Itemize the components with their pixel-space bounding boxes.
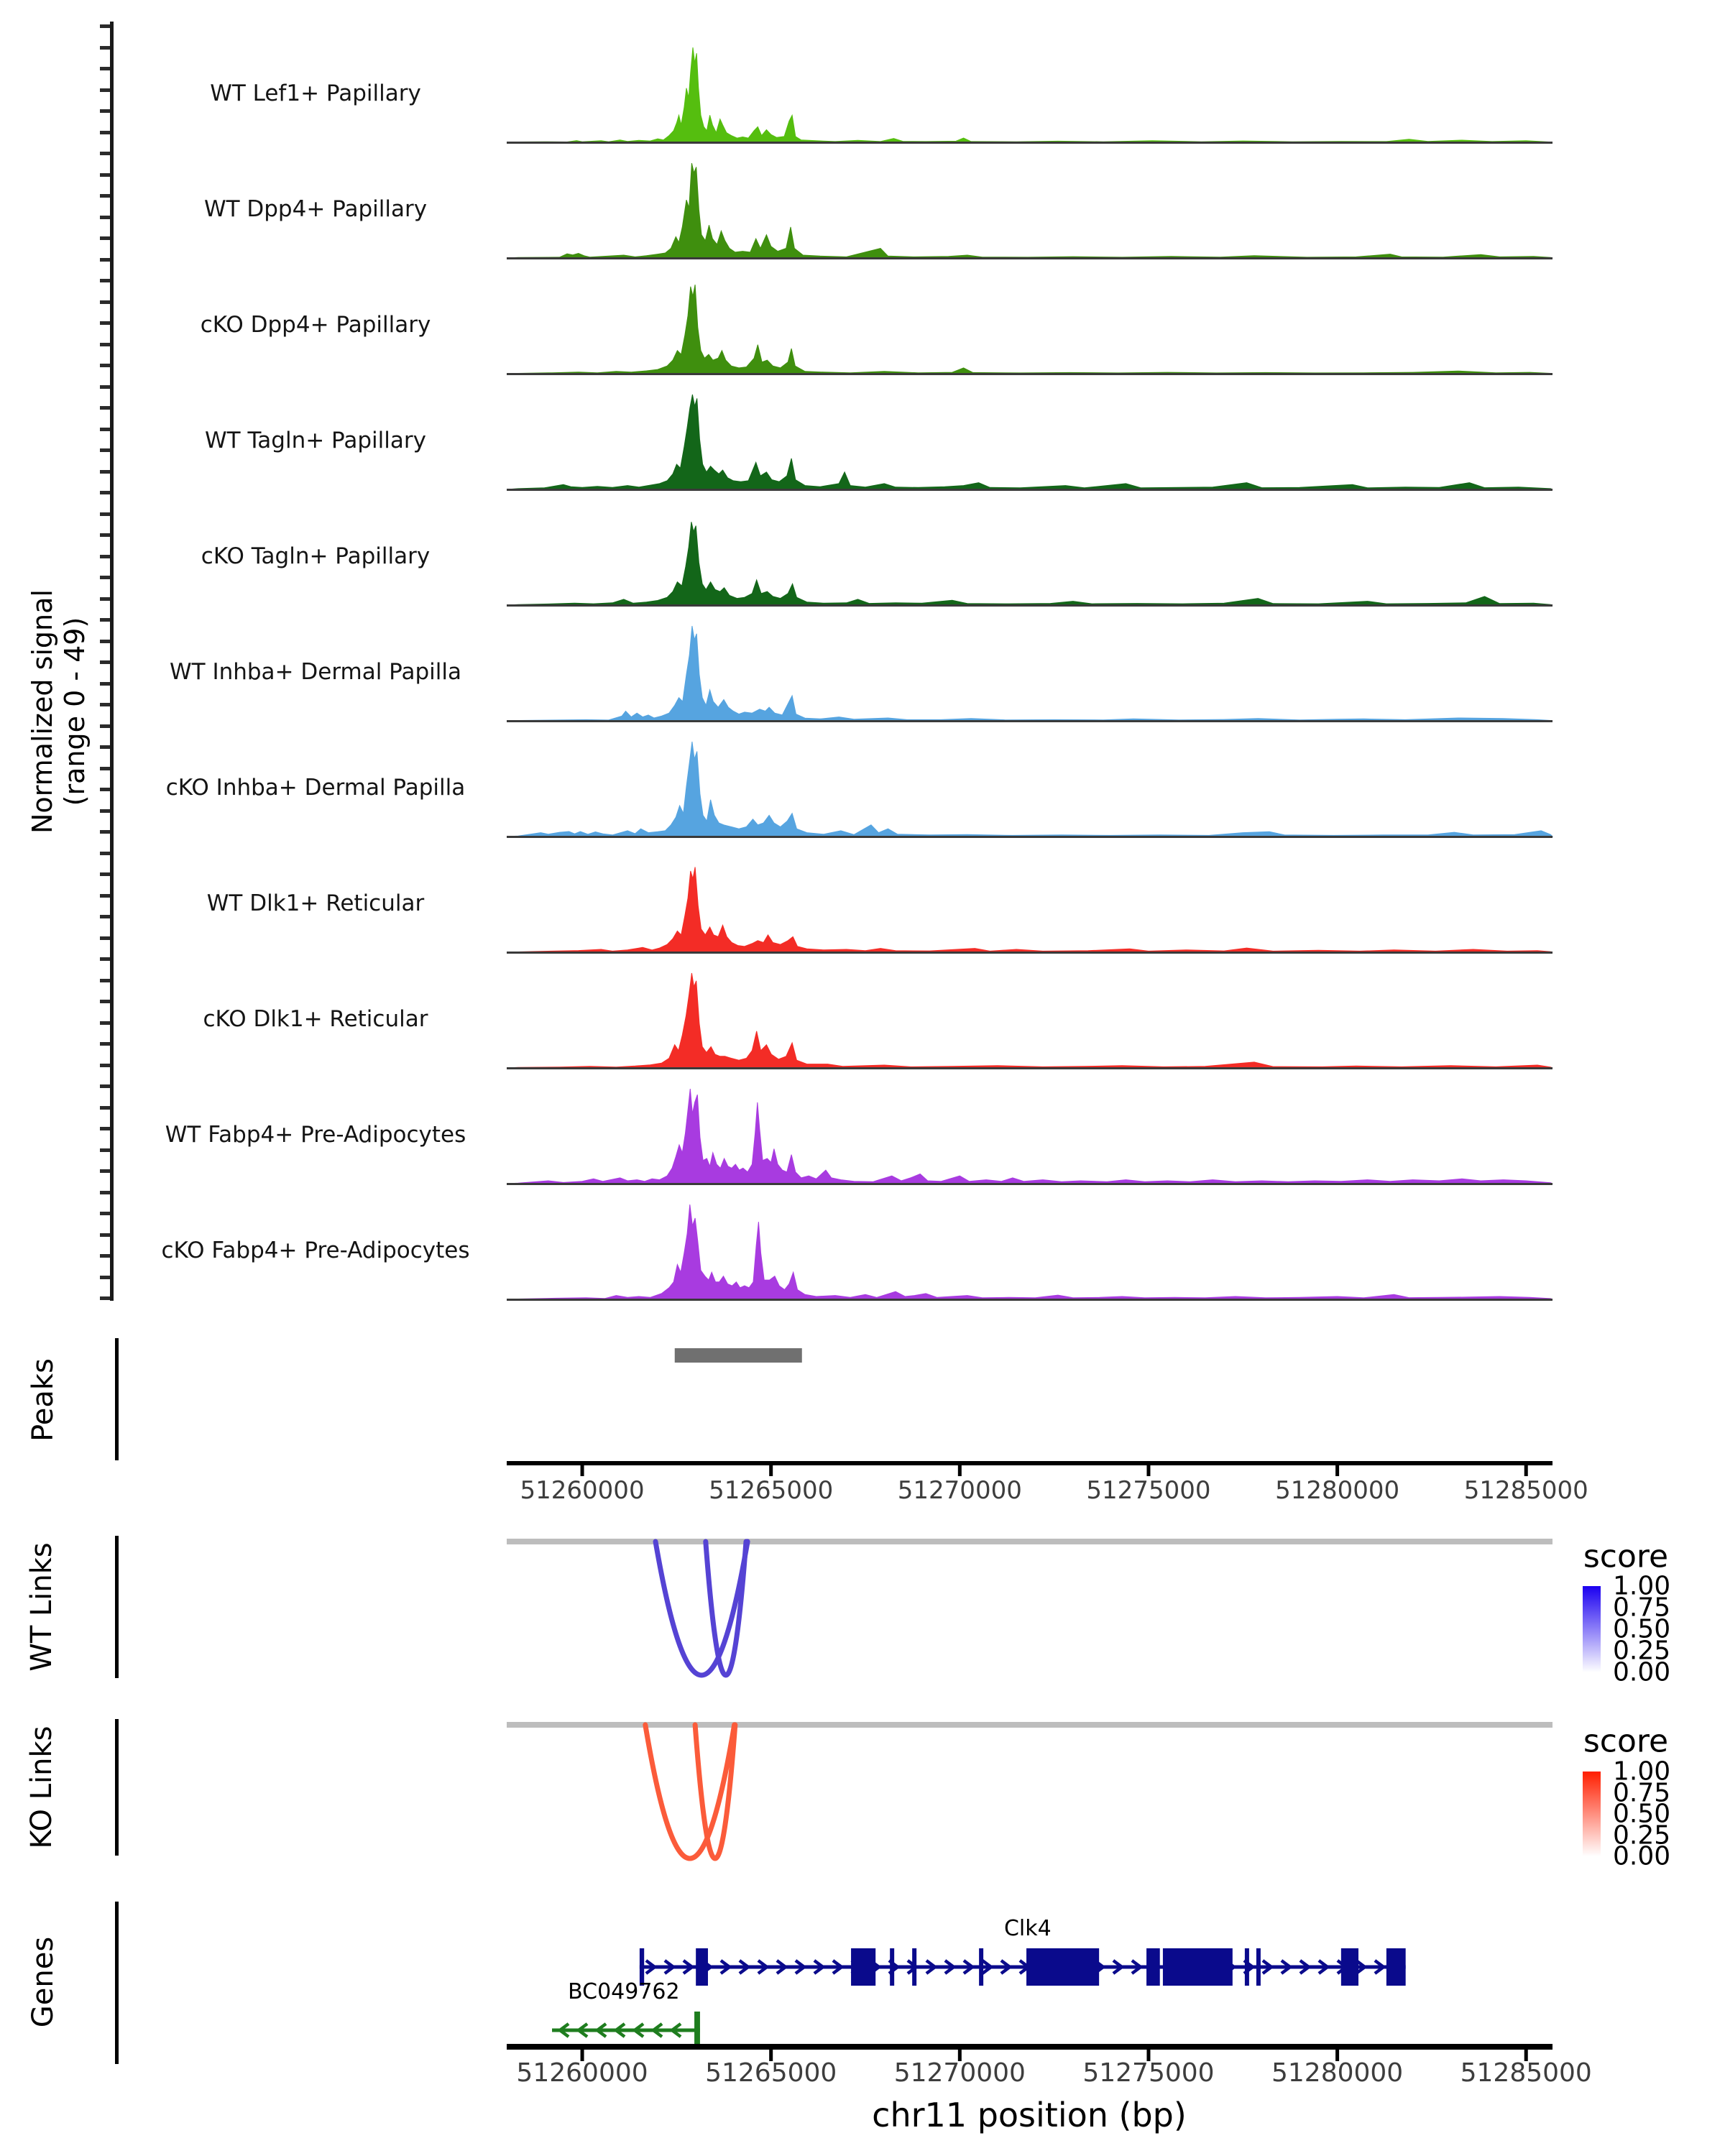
signal-y-axis-tick: [100, 1296, 110, 1300]
signal-y-axis-tick: [100, 576, 110, 579]
genomic-axis-tick-label: 51280000: [1275, 1476, 1400, 1505]
signal-area: [507, 742, 1552, 837]
genomic-axis-tick-label: 51285000: [1463, 1476, 1588, 1505]
genomic-axis-tick: [1335, 1465, 1339, 1476]
signal-y-axis-tick: [100, 640, 110, 643]
track-label: WT Fabp4+ Pre-Adipocytes: [165, 1122, 466, 1148]
track-baseline: [507, 1183, 1552, 1185]
gene-exon: [1341, 1948, 1358, 1986]
signal-y-axis-tick: [100, 1233, 110, 1237]
y-axis-label-line2: (range 0 - 49): [59, 617, 91, 806]
signal-y-axis-line: [110, 22, 114, 1301]
gene-exon: [696, 1948, 708, 1986]
track-label: cKO Dpp4+ Papillary: [200, 312, 431, 338]
genomic-axis-tick: [958, 1465, 962, 1476]
signal-y-axis-tick: [100, 1191, 110, 1194]
signal-area: [507, 1204, 1552, 1299]
signal-y-axis-tick: [100, 1042, 110, 1046]
ko-links-bracket: [115, 1719, 119, 1856]
wt-score-tick-label: 0.00: [1613, 1657, 1671, 1687]
signal-y-axis-tick: [100, 216, 110, 219]
wt-score-tick-label: 0.50: [1613, 1614, 1671, 1644]
genomic-axis-tick: [1146, 1465, 1150, 1476]
signal-area: [507, 626, 1552, 721]
gene-exon: [851, 1948, 875, 1986]
signal-y-axis-tick: [100, 957, 110, 961]
genomic-axis-tick-label: 51265000: [709, 1476, 834, 1505]
signal-y-axis-tick: [100, 979, 110, 982]
signal-area: [507, 1089, 1552, 1184]
track-baseline: [507, 1067, 1552, 1069]
signal-y-axis-tick: [100, 1021, 110, 1025]
track-label: WT Inhba+ Dermal Papilla: [170, 659, 461, 685]
track-label: cKO Inhba+ Dermal Papilla: [165, 775, 466, 801]
bottom-axis-tick-label: 51270000: [893, 2058, 1026, 2088]
signal-y-axis-tick: [100, 109, 110, 113]
bottom-axis-tick-label: 51275000: [1082, 2058, 1215, 2088]
bottom-axis-tick-label: 51265000: [705, 2058, 837, 2088]
track-baseline: [507, 142, 1552, 144]
signal-y-axis-tick: [100, 1254, 110, 1258]
track-label: WT Dlk1+ Reticular: [206, 890, 425, 916]
bottom-axis-line: [507, 2044, 1552, 2050]
signal-y-axis-tick: [100, 470, 110, 474]
ko-score-tick-label: 0.00: [1613, 1841, 1671, 1871]
signal-y-axis-tick: [100, 1148, 110, 1152]
gene-exon: [1245, 1948, 1249, 1986]
signal-y-axis-tick: [100, 406, 110, 410]
signal-y-axis-tick: [100, 343, 110, 346]
signal-y-axis-tick: [100, 618, 110, 622]
genomic-axis-tick: [1524, 1465, 1528, 1476]
signal-area: [507, 395, 1552, 489]
signal-y-axis-tick: [100, 788, 110, 791]
genomic-axis-tick-label: 51260000: [520, 1476, 645, 1505]
bottom-axis-tick-label: 51260000: [516, 2058, 648, 2088]
signal-y-axis-tick: [100, 1127, 110, 1130]
genomic-axis-tick: [769, 1465, 773, 1476]
signal-area: [507, 163, 1552, 258]
signal-y-axis-tick: [100, 131, 110, 134]
track-label: WT Lef1+ Papillary: [210, 80, 421, 106]
gene-exon: [1386, 1948, 1406, 1986]
peaks-section-label: Peaks: [27, 1358, 60, 1442]
track-baseline: [507, 720, 1552, 722]
signal-area: [507, 47, 1552, 142]
gene-exon: [1256, 1948, 1261, 1986]
y-axis-label-line1: Normalized signal: [27, 589, 59, 834]
gene-exon: [912, 1948, 916, 1986]
wt-links-bracket: [115, 1536, 119, 1678]
signal-y-axis-tick: [100, 1169, 110, 1173]
genomic-axis-tick-label: 51275000: [1086, 1476, 1211, 1505]
signal-y-axis-tick: [100, 46, 110, 50]
signal-y-axis-tick: [100, 555, 110, 558]
track-baseline: [507, 257, 1552, 259]
ko-links-baseline: [507, 1722, 1552, 1728]
bottom-axis-tick-label: 51280000: [1271, 2058, 1404, 2088]
ko-score-tick-label: 0.75: [1613, 1778, 1671, 1807]
wt-score-tick-label: 0.75: [1613, 1593, 1671, 1623]
signal-y-axis-tick: [100, 936, 110, 940]
bottom-axis-tick-label: 51285000: [1460, 2058, 1592, 2088]
genes-section-label: Genes: [27, 1936, 60, 2028]
signal-y-axis-tick: [100, 533, 110, 537]
wt-score-legend-title: score: [1583, 1538, 1669, 1575]
ko-score-legend-title: score: [1583, 1723, 1669, 1760]
signal-y-axis-tick: [100, 660, 110, 664]
signal-y-axis-tick: [100, 385, 110, 389]
signal-y-axis-tick: [100, 1000, 110, 1003]
ko-links-section-label: KO Links: [25, 1726, 58, 1849]
signal-y-axis-tick: [100, 152, 110, 155]
signal-y-axis-tick: [100, 1276, 110, 1279]
gene-name-label: Clk4: [1003, 1916, 1052, 1941]
gene-exon: [979, 1948, 983, 1986]
signal-area: [507, 867, 1552, 953]
wt-score-tick-label: 1.00: [1613, 1571, 1671, 1601]
ko-score-tick-label: 1.00: [1613, 1756, 1671, 1787]
track-label: cKO Fabp4+ Pre-Adipocytes: [161, 1238, 470, 1263]
track-baseline: [507, 1299, 1552, 1301]
track-baseline: [507, 373, 1552, 375]
signal-y-axis-tick: [100, 1084, 110, 1088]
gene-name-label: BC049762: [568, 1979, 680, 2004]
signal-y-axis-tick: [100, 428, 110, 431]
peaks-bracket: [115, 1338, 119, 1460]
signal-y-axis-tick: [100, 491, 110, 494]
wt-link-arc: [706, 1542, 746, 1675]
signal-y-axis-tick: [100, 745, 110, 749]
signal-y-axis-tick: [100, 682, 110, 686]
signal-y-axis-tick: [100, 512, 110, 516]
gene-exon: [1026, 1948, 1099, 1986]
signal-y-axis-tick: [100, 597, 110, 601]
gene-exon: [890, 1948, 894, 1986]
genomic-axis-tick: [581, 1465, 584, 1476]
signal-y-axis-tick: [100, 830, 110, 834]
signal-area: [507, 522, 1552, 605]
wt-links-baseline: [507, 1539, 1552, 1544]
track-label: WT Tagln+ Papillary: [205, 428, 426, 453]
signal-y-axis-tick: [100, 67, 110, 70]
peak-region: [675, 1348, 802, 1363]
x-axis-title: chr11 position (bp): [872, 2096, 1187, 2134]
signal-y-axis-tick: [100, 852, 110, 855]
gene-exon: [694, 2012, 700, 2049]
signal-y-axis-tick: [100, 767, 110, 770]
ko-score-tick-label: 0.50: [1613, 1799, 1671, 1829]
genomic-axis-line: [507, 1461, 1552, 1465]
signal-y-axis-tick: [100, 1212, 110, 1215]
track-baseline: [507, 489, 1552, 491]
signal-y-axis-tick: [100, 809, 110, 813]
gene-body-line: [552, 2029, 700, 2032]
signal-y-axis-tick: [100, 448, 110, 452]
signal-y-axis-tick: [100, 173, 110, 177]
gene-exon: [1163, 1948, 1233, 1986]
signal-y-axis-tick: [100, 194, 110, 198]
ko-score-legend-gradient: [1583, 1772, 1601, 1856]
signal-y-axis-tick: [100, 1064, 110, 1067]
genomic-axis-tick-label: 51270000: [897, 1476, 1022, 1505]
wt-score-legend-gradient: [1583, 1586, 1601, 1672]
track-baseline: [507, 836, 1552, 838]
signal-y-axis-tick: [100, 258, 110, 262]
signal-y-axis-tick: [100, 1106, 110, 1110]
signal-y-axis-tick: [100, 300, 110, 304]
wt-score-tick-label: 0.25: [1613, 1636, 1671, 1666]
signal-y-axis-tick: [100, 894, 110, 898]
signal-y-axis-tick: [100, 88, 110, 92]
track-label: WT Dpp4+ Papillary: [203, 196, 428, 222]
signal-y-axis-tick: [100, 364, 110, 367]
wt-links-section-label: WT Links: [25, 1542, 58, 1672]
track-label: cKO Dlk1+ Reticular: [203, 1006, 428, 1032]
signal-y-axis-tick: [100, 703, 110, 706]
signal-y-axis-tick: [100, 872, 110, 876]
signal-area: [507, 973, 1552, 1068]
signal-y-axis-tick: [100, 321, 110, 325]
signal-area: [507, 285, 1552, 374]
track-baseline: [507, 604, 1552, 607]
ko-score-tick-label: 0.25: [1613, 1820, 1671, 1850]
gene-exon: [1146, 1948, 1160, 1986]
signal-y-axis-tick: [100, 915, 110, 918]
signal-y-axis-tick: [100, 724, 110, 728]
track-label: cKO Tagln+ Papillary: [201, 543, 431, 569]
signal-y-axis-tick: [100, 24, 110, 28]
signal-y-axis-tick: [100, 279, 110, 282]
genes-bracket: [115, 1902, 119, 2064]
y-axis-label: [27, 589, 91, 834]
track-baseline: [507, 952, 1552, 954]
signal-y-axis-tick: [100, 236, 110, 240]
